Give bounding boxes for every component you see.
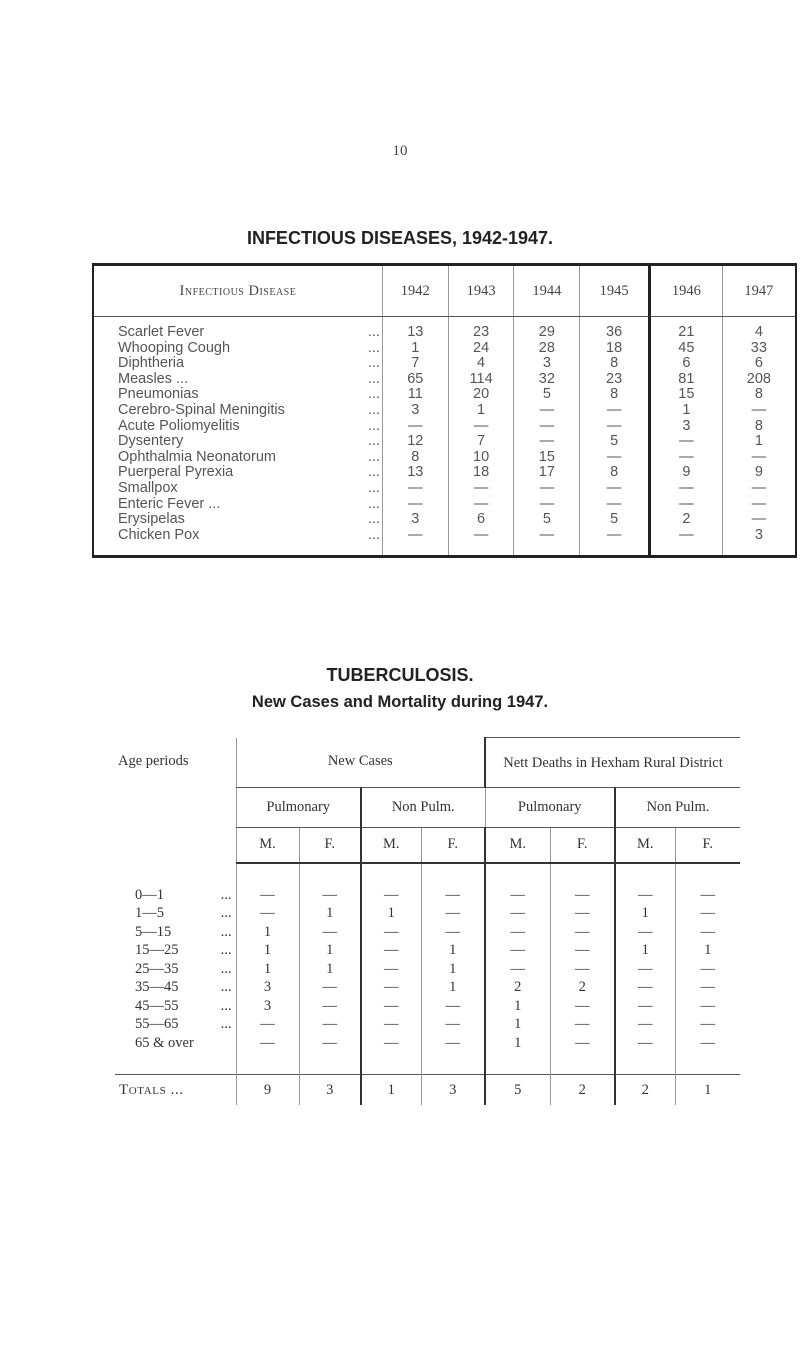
cell-count: —: [550, 886, 615, 905]
cell-count: 1: [448, 403, 514, 419]
cell-count: —: [421, 904, 485, 923]
cell-count: 1: [361, 904, 421, 923]
column-header-year: 1943: [448, 265, 514, 317]
cell-count: 8: [722, 419, 796, 435]
column-header-male: M.: [236, 828, 299, 863]
cell-count: 18: [580, 341, 650, 357]
cell-count: 1: [615, 904, 675, 923]
cell-count: —: [615, 978, 675, 997]
cell-count: —: [382, 528, 448, 557]
cell-count: —: [722, 512, 796, 528]
disease-name: [93, 512, 382, 528]
cell-count: 5: [580, 434, 650, 450]
cell-count: 3: [236, 997, 299, 1016]
total-count: 9: [236, 1075, 299, 1106]
cell-count: —: [485, 923, 550, 942]
cell-count: 65: [382, 372, 448, 388]
cell-count: 2: [485, 978, 550, 997]
leader-dots: ...: [367, 479, 380, 496]
column-header-female: F.: [421, 828, 485, 863]
cell-count: 11: [382, 387, 448, 403]
column-header-non-pulm: Non Pulm.: [615, 788, 740, 828]
cell-count: 29: [514, 317, 580, 341]
disease-label: Ophthalmia Neonatorum: [118, 448, 276, 465]
cell-count: 2: [650, 512, 723, 528]
cell-count: 5: [514, 387, 580, 403]
total-count: 2: [615, 1075, 675, 1106]
cell-count: 114: [448, 372, 514, 388]
disease-name: [93, 497, 382, 513]
cell-count: —: [236, 886, 299, 905]
age-label: 55—65: [135, 1016, 179, 1032]
disease-label: Whooping Cough: [118, 339, 231, 356]
disease-label: Measles ...: [118, 370, 189, 387]
disease-name: [93, 450, 382, 466]
cell-count: —: [421, 886, 485, 905]
cell-count: 1: [485, 1034, 550, 1053]
cell-count: —: [615, 886, 675, 905]
leader-dots: ...: [220, 923, 232, 940]
table-row: [115, 960, 740, 979]
cell-count: —: [615, 960, 675, 979]
disease-label: Smallpox: [118, 479, 178, 496]
cell-count: —: [299, 978, 361, 997]
cell-count: —: [675, 886, 740, 905]
age-period: [115, 923, 236, 942]
cell-count: —: [675, 904, 740, 923]
table-row: [93, 497, 796, 513]
leader-dots: ...: [367, 324, 380, 340]
cell-count: 3: [236, 978, 299, 997]
column-header-disease: Infectious Disease: [93, 265, 382, 317]
age-label: 25—35: [135, 960, 179, 977]
cell-count: —: [675, 978, 740, 997]
cell-count: 3: [382, 512, 448, 528]
cell-count: —: [615, 1034, 675, 1053]
table-row: [93, 481, 796, 497]
cell-count: 17: [514, 465, 580, 481]
cell-count: 3: [382, 403, 448, 419]
leader-dots: ...: [367, 355, 380, 372]
cell-count: 13: [382, 317, 448, 341]
cell-count: —: [382, 481, 448, 497]
cell-count: —: [615, 1015, 675, 1034]
table-row: [93, 403, 796, 419]
disease-label: Diphtheria: [118, 355, 185, 372]
cell-count: 36: [580, 317, 650, 341]
cell-count: —: [514, 419, 580, 435]
cell-count: 7: [448, 434, 514, 450]
cell-count: —: [580, 419, 650, 435]
cell-count: —: [236, 904, 299, 923]
table-row: [93, 419, 796, 435]
cell-count: 23: [448, 317, 514, 341]
cell-count: 2: [550, 978, 615, 997]
disease-label: Dysentery: [118, 433, 184, 450]
leader-dots: ...: [367, 386, 380, 403]
cell-count: —: [722, 481, 796, 497]
total-count: 1: [361, 1075, 421, 1106]
table-row: [115, 978, 740, 997]
disease-label: Cerebro-Spinal Meningitis: [118, 401, 285, 418]
table-row: [93, 372, 796, 388]
cell-count: —: [236, 1034, 299, 1053]
cell-count: 6: [448, 512, 514, 528]
cell-count: —: [361, 923, 421, 942]
leader-dots: ...: [220, 905, 232, 921]
leader-dots: ...: [367, 417, 380, 434]
cell-count: 1: [382, 341, 448, 357]
cell-count: —: [514, 481, 580, 497]
leader-dots: ...: [220, 979, 232, 995]
cell-count: 1: [236, 923, 299, 942]
cell-count: —: [580, 450, 650, 466]
age-label: 1—5: [135, 905, 164, 921]
cell-count: 24: [448, 341, 514, 357]
disease-name: [93, 387, 382, 403]
disease-label: Puerperal Pyrexia: [118, 464, 234, 481]
cell-count: —: [448, 481, 514, 497]
disease-name: [93, 403, 382, 419]
age-period: [115, 1034, 236, 1053]
cell-count: 3: [722, 528, 796, 557]
infectious-diseases-title: INFECTIOUS DISEASES, 1942-1947.: [246, 228, 554, 248]
table-header-row: [93, 265, 796, 317]
leader-dots: ...: [220, 942, 232, 958]
cell-count: 15: [514, 450, 580, 466]
age-label: 15—25: [135, 942, 179, 958]
cell-count: —: [421, 1034, 485, 1053]
cell-count: —: [299, 923, 361, 942]
tuberculosis-title: TUBERCULOSIS.: [326, 665, 474, 685]
cell-count: 4: [448, 356, 514, 372]
column-header-new-cases: New Cases: [236, 738, 485, 788]
disease-name: [93, 356, 382, 372]
leader-dots: ...: [220, 1016, 232, 1032]
cell-count: —: [514, 434, 580, 450]
age-period: [115, 978, 236, 997]
cell-count: —: [448, 497, 514, 513]
cell-count: —: [361, 1034, 421, 1053]
column-header-age-periods: Age periods: [118, 752, 189, 769]
cell-count: 6: [650, 356, 723, 372]
cell-count: 5: [514, 512, 580, 528]
cell-count: —: [650, 497, 723, 513]
total-count: 3: [299, 1075, 361, 1106]
cell-count: —: [448, 528, 514, 557]
cell-count: 6: [722, 356, 796, 372]
cell-count: 1: [236, 960, 299, 979]
tuberculosis-table: [115, 737, 740, 1105]
cell-count: 5: [580, 512, 650, 528]
cell-count: —: [580, 481, 650, 497]
cell-count: 9: [650, 465, 723, 481]
cell-count: 13: [382, 465, 448, 481]
table-row: [115, 904, 740, 923]
cell-count: —: [485, 960, 550, 979]
column-header-year: 1946: [650, 265, 723, 317]
cell-count: —: [361, 941, 421, 960]
leader-dots: ...: [367, 495, 380, 512]
leader-dots: ...: [367, 511, 380, 528]
disease-name: [93, 465, 382, 481]
column-header-male: M.: [361, 828, 421, 863]
cell-count: 1: [299, 960, 361, 979]
disease-name: [93, 419, 382, 435]
cell-count: 1: [485, 997, 550, 1016]
disease-label: Erysipelas: [118, 511, 185, 528]
cell-count: 1: [421, 978, 485, 997]
table-row: [115, 923, 740, 942]
age-period: [115, 941, 236, 960]
table-row: [93, 528, 796, 557]
cell-count: —: [421, 997, 485, 1016]
cell-count: —: [675, 960, 740, 979]
cell-count: —: [299, 997, 361, 1016]
cell-count: —: [361, 978, 421, 997]
cell-count: —: [650, 450, 723, 466]
table-row: [115, 1015, 740, 1034]
cell-count: —: [485, 886, 550, 905]
cell-count: 208: [722, 372, 796, 388]
cell-count: 9: [722, 465, 796, 481]
disease-name: [93, 528, 382, 557]
table-row: [115, 886, 740, 905]
table-row: [115, 1034, 740, 1053]
cell-count: —: [615, 997, 675, 1016]
leader-dots: ...: [367, 401, 380, 418]
cell-count: 45: [650, 341, 723, 357]
cell-count: —: [580, 528, 650, 557]
leader-dots: ...: [367, 339, 380, 356]
column-header-nett-deaths: Nett Deaths in Hexham Rural District: [485, 738, 740, 788]
cell-count: —: [550, 904, 615, 923]
cell-count: —: [615, 923, 675, 942]
table-row: [93, 356, 796, 372]
page-number: 10: [392, 143, 408, 159]
column-header-year: 1945: [580, 265, 650, 317]
cell-count: —: [299, 886, 361, 905]
leader-dots: ...: [367, 370, 380, 387]
leader-dots: ...: [367, 526, 380, 543]
column-header-pulmonary: Pulmonary: [485, 788, 615, 828]
totals-label: Totals ...: [115, 1075, 236, 1106]
age-period: [115, 886, 236, 905]
cell-count: —: [675, 997, 740, 1016]
cell-count: —: [722, 403, 796, 419]
cell-count: 81: [650, 372, 723, 388]
cell-count: 23: [580, 372, 650, 388]
cell-count: —: [382, 497, 448, 513]
cell-count: 20: [448, 387, 514, 403]
cell-count: 8: [580, 387, 650, 403]
cell-count: 1: [675, 941, 740, 960]
column-header-non-pulm: Non Pulm.: [361, 788, 485, 828]
cell-count: —: [514, 528, 580, 557]
cell-count: —: [580, 403, 650, 419]
cell-count: —: [361, 1015, 421, 1034]
table-row: [93, 341, 796, 357]
cell-count: —: [485, 904, 550, 923]
cell-count: —: [361, 960, 421, 979]
cell-count: —: [382, 419, 448, 435]
cell-count: 3: [514, 356, 580, 372]
total-count: 5: [485, 1075, 550, 1106]
table-row: [93, 387, 796, 403]
column-header-male: M.: [615, 828, 675, 863]
cell-count: —: [299, 1034, 361, 1053]
disease-name: [93, 481, 382, 497]
age-label: 5—15: [135, 923, 172, 940]
age-label: 0—1: [135, 886, 164, 903]
cell-count: —: [550, 1034, 615, 1053]
cell-count: —: [550, 941, 615, 960]
cell-count: 1: [650, 403, 723, 419]
tuberculosis-subtitle: New Cases and Mortality during 1947.: [251, 693, 549, 711]
cell-count: 7: [382, 356, 448, 372]
cell-count: 15: [650, 387, 723, 403]
column-header-year: 1942: [382, 265, 448, 317]
age-period: [115, 1015, 236, 1034]
age-label: 65 & over: [135, 1034, 194, 1051]
cell-count: 32: [514, 372, 580, 388]
totals-row: [115, 1075, 740, 1106]
cell-count: 8: [382, 450, 448, 466]
cell-count: —: [650, 528, 723, 557]
table-row: [115, 941, 740, 960]
cell-count: 1: [299, 941, 361, 960]
column-header-pulmonary: Pulmonary: [236, 788, 361, 828]
column-header-year: 1947: [722, 265, 796, 317]
age-label: 35—45: [135, 979, 179, 995]
table-row: [93, 434, 796, 450]
disease-label: Enteric Fever ...: [118, 495, 221, 512]
disease-name: [93, 434, 382, 450]
cell-count: 21: [650, 317, 723, 341]
cell-count: —: [361, 997, 421, 1016]
cell-count: —: [299, 1015, 361, 1034]
age-period: [115, 904, 236, 923]
column-header-year: 1944: [514, 265, 580, 317]
cell-count: 1: [485, 1015, 550, 1034]
table-row: [93, 465, 796, 481]
cell-count: —: [448, 419, 514, 435]
disease-name: [93, 317, 382, 341]
age-period: [115, 997, 236, 1016]
cell-count: —: [485, 941, 550, 960]
cell-count: 1: [615, 941, 675, 960]
cell-count: 1: [722, 434, 796, 450]
cell-count: 33: [722, 341, 796, 357]
total-count: 3: [421, 1075, 485, 1106]
cell-count: 1: [421, 941, 485, 960]
cell-count: —: [675, 923, 740, 942]
disease-name: [93, 372, 382, 388]
cell-count: —: [675, 1034, 740, 1053]
cell-count: —: [675, 1015, 740, 1034]
table-row: [93, 317, 796, 341]
cell-count: —: [514, 403, 580, 419]
cell-count: 8: [580, 356, 650, 372]
cell-count: —: [550, 997, 615, 1016]
cell-count: 3: [650, 419, 723, 435]
total-count: 2: [550, 1075, 615, 1106]
cell-count: —: [550, 1015, 615, 1034]
cell-count: —: [650, 481, 723, 497]
disease-label: Scarlet Fever: [118, 324, 205, 340]
total-count: 1: [675, 1075, 740, 1106]
cell-count: 8: [580, 465, 650, 481]
cell-count: —: [550, 960, 615, 979]
infectious-diseases-table: [92, 263, 797, 558]
cell-count: —: [514, 497, 580, 513]
column-header-female: F.: [299, 828, 361, 863]
cell-count: —: [236, 1015, 299, 1034]
cell-count: —: [421, 1015, 485, 1034]
cell-count: 8: [722, 387, 796, 403]
disease-label: Acute Poliomyelitis: [118, 417, 240, 434]
leader-dots: ...: [220, 886, 232, 903]
cell-count: 1: [421, 960, 485, 979]
column-header-female: F.: [550, 828, 615, 863]
table-row: [93, 450, 796, 466]
leader-dots: ...: [367, 448, 380, 465]
table-row: [115, 997, 740, 1016]
cell-count: —: [361, 886, 421, 905]
column-header-female: F.: [675, 828, 740, 863]
cell-count: —: [580, 497, 650, 513]
cell-count: 1: [236, 941, 299, 960]
leader-dots: ...: [367, 433, 380, 450]
cell-count: —: [722, 450, 796, 466]
leader-dots: ...: [220, 997, 232, 1014]
cell-count: —: [650, 434, 723, 450]
cell-count: 12: [382, 434, 448, 450]
cell-count: 1: [299, 904, 361, 923]
cell-count: 28: [514, 341, 580, 357]
table-row: [93, 512, 796, 528]
disease-name: [93, 341, 382, 357]
leader-dots: ...: [220, 960, 232, 977]
cell-count: —: [722, 497, 796, 513]
age-label: 45—55: [135, 997, 179, 1014]
age-period: [115, 960, 236, 979]
cell-count: —: [550, 923, 615, 942]
disease-label: Chicken Pox: [118, 526, 200, 543]
cell-count: —: [421, 923, 485, 942]
disease-label: Pneumonias: [118, 386, 199, 403]
cell-count: 18: [448, 465, 514, 481]
cell-count: 4: [722, 317, 796, 341]
leader-dots: ...: [367, 464, 380, 481]
column-header-male: M.: [485, 828, 550, 863]
cell-count: 10: [448, 450, 514, 466]
